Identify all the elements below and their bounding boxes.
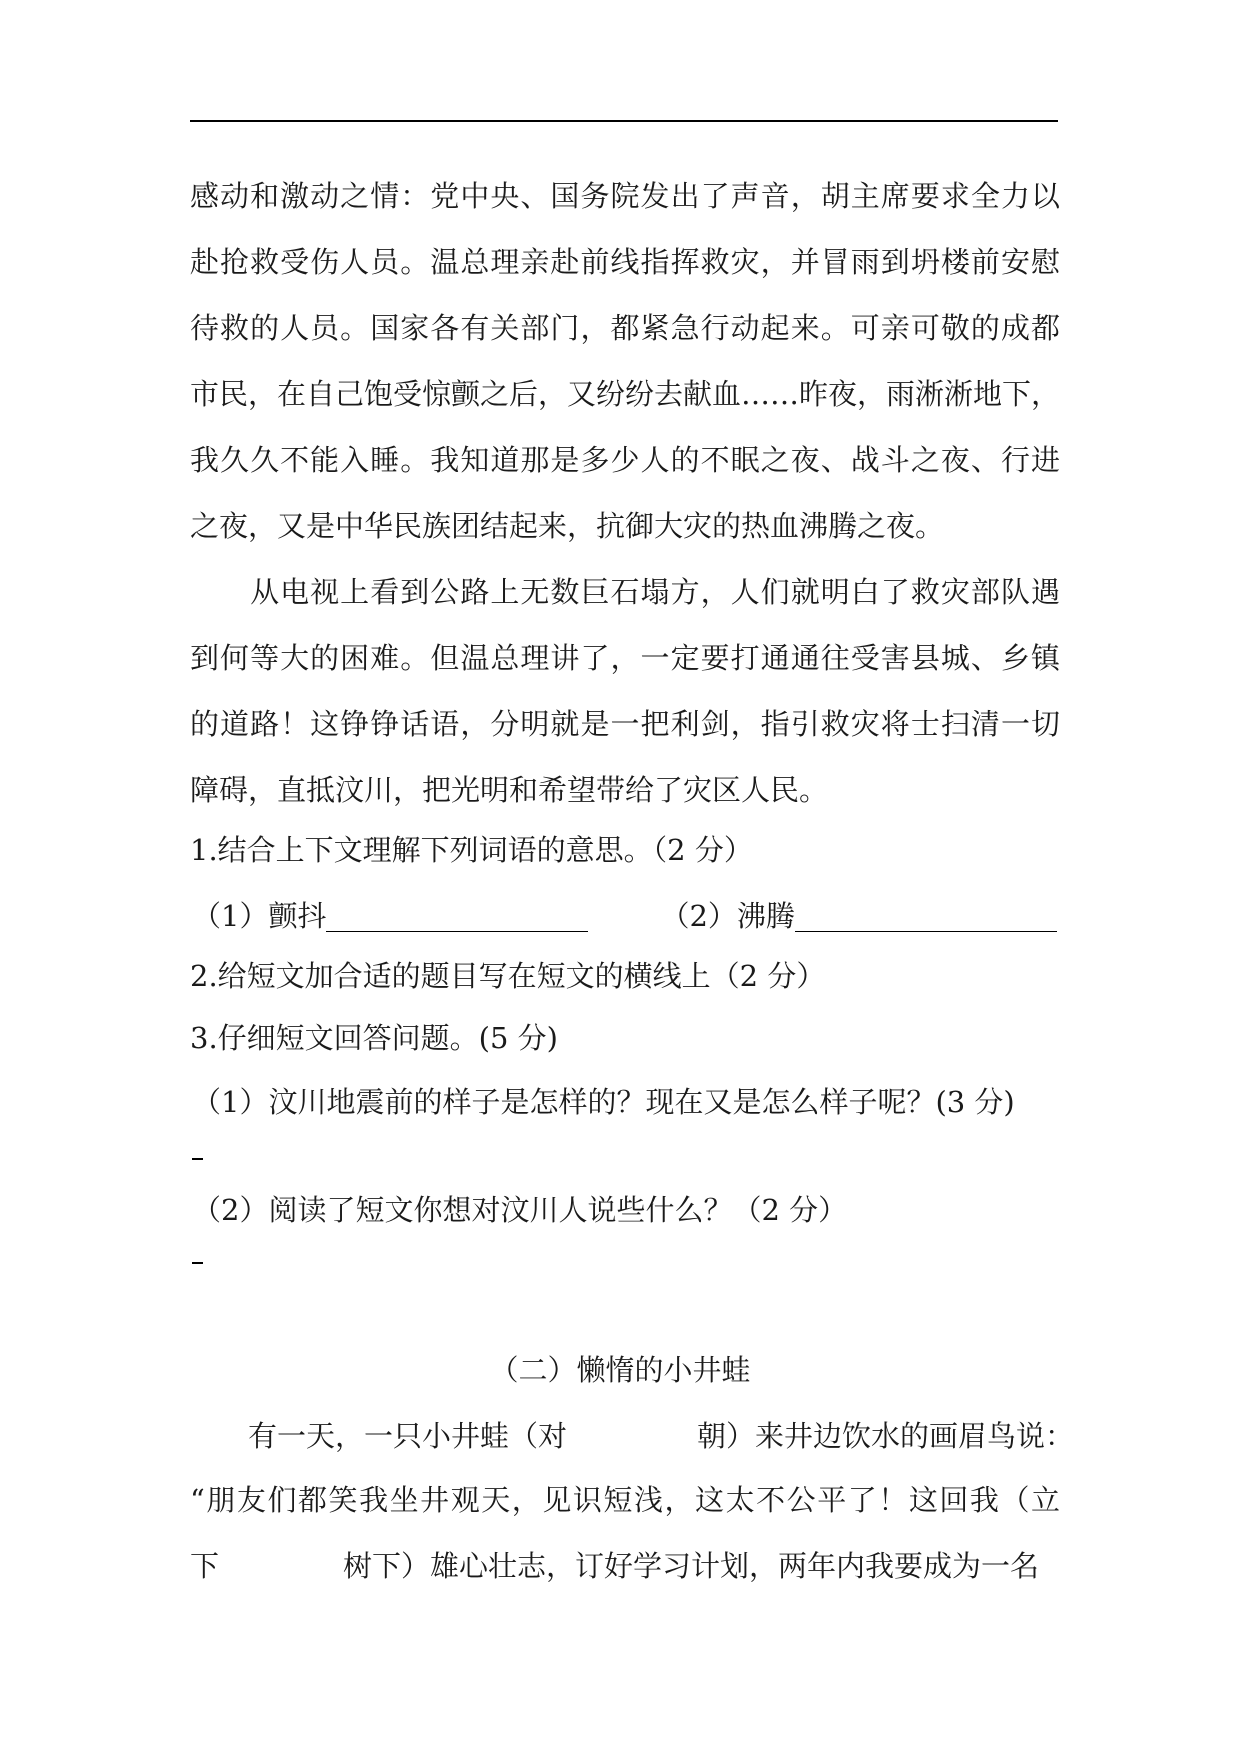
question-1-items — [192, 896, 1062, 936]
question-3: 3.仔细短文回答问题。(5 分) — [190, 1021, 558, 1055]
passage-2-title: （二）懒惰的小井蛙 — [489, 1353, 751, 1387]
question-1: 1.结合上下文理解下列词语的意思。（2 分） — [190, 833, 753, 867]
passage-line: 从电视上看到公路上无数巨石塌方，人们就明白了救灾部队遇 — [190, 575, 1060, 609]
passage-line: 的道路！这铮铮话语，分明就是一把利剑，指引救灾将士扫清一切 — [190, 707, 1060, 741]
passage-line: “朋友们都笑我坐井观天，见识短浅，这太不公平了！这回我（立 — [190, 1483, 1060, 1517]
passage-line: 我久久不能入睡。我知道那是多少人的不眠之夜、战斗之夜、行进 — [190, 443, 1060, 477]
passage-line: 障碍，直抵汶川，把光明和希望带给了灾区人民。 — [190, 773, 829, 807]
passage-line: 有一天，一只小井蛙（对 朝）来井边饮水的画眉鸟说： — [190, 1419, 1075, 1453]
answer-line-3-2[interactable] — [192, 1262, 203, 1264]
answer-line-3-1[interactable] — [192, 1158, 203, 1160]
question-3-2: （2）阅读了短文你想对汶川人说些什么？（2 分） — [192, 1193, 848, 1227]
question-3-1: （1）汶川地震前的样子是怎样的？现在又是怎么样子呢？(3 分) — [192, 1085, 1015, 1119]
passage-line: 感动和激动之情：党中央、国务院发出了声音，胡主席要求全力以 — [190, 179, 1060, 213]
answer-blank-1[interactable] — [326, 901, 588, 932]
passage-line: 待救的人员。国家各有关部门，都紧急行动起来。可亲可敬的成都 — [190, 311, 1060, 345]
passage-line: 到何等大的困难。但温总理讲了，一定要打通通往受害县城、乡镇 — [190, 641, 1060, 675]
passage-line: 下 树下）雄心壮志，订好学习计划，两年内我要成为一名 — [190, 1549, 1040, 1583]
question-1-2-label: （2）沸腾 — [660, 899, 795, 933]
question-2: 2.给短文加合适的题目写在短文的横线上（2 分） — [190, 959, 826, 993]
passage-line: 赴抢救受伤人员。温总理亲赴前线指挥救灾，并冒雨到坍楼前安慰 — [190, 245, 1060, 279]
passage-line: 之夜，又是中华民族团结起来，抗御大灾的热血沸腾之夜。 — [190, 509, 945, 543]
answer-blank-2[interactable] — [795, 901, 1057, 932]
question-1-1-label: （1）颤抖 — [192, 899, 327, 933]
passage-line: 市民，在自己饱受惊颤之后，又纷纷去献血……昨夜，雨淅淅地下， — [190, 377, 1061, 411]
header-rule — [190, 120, 1058, 122]
